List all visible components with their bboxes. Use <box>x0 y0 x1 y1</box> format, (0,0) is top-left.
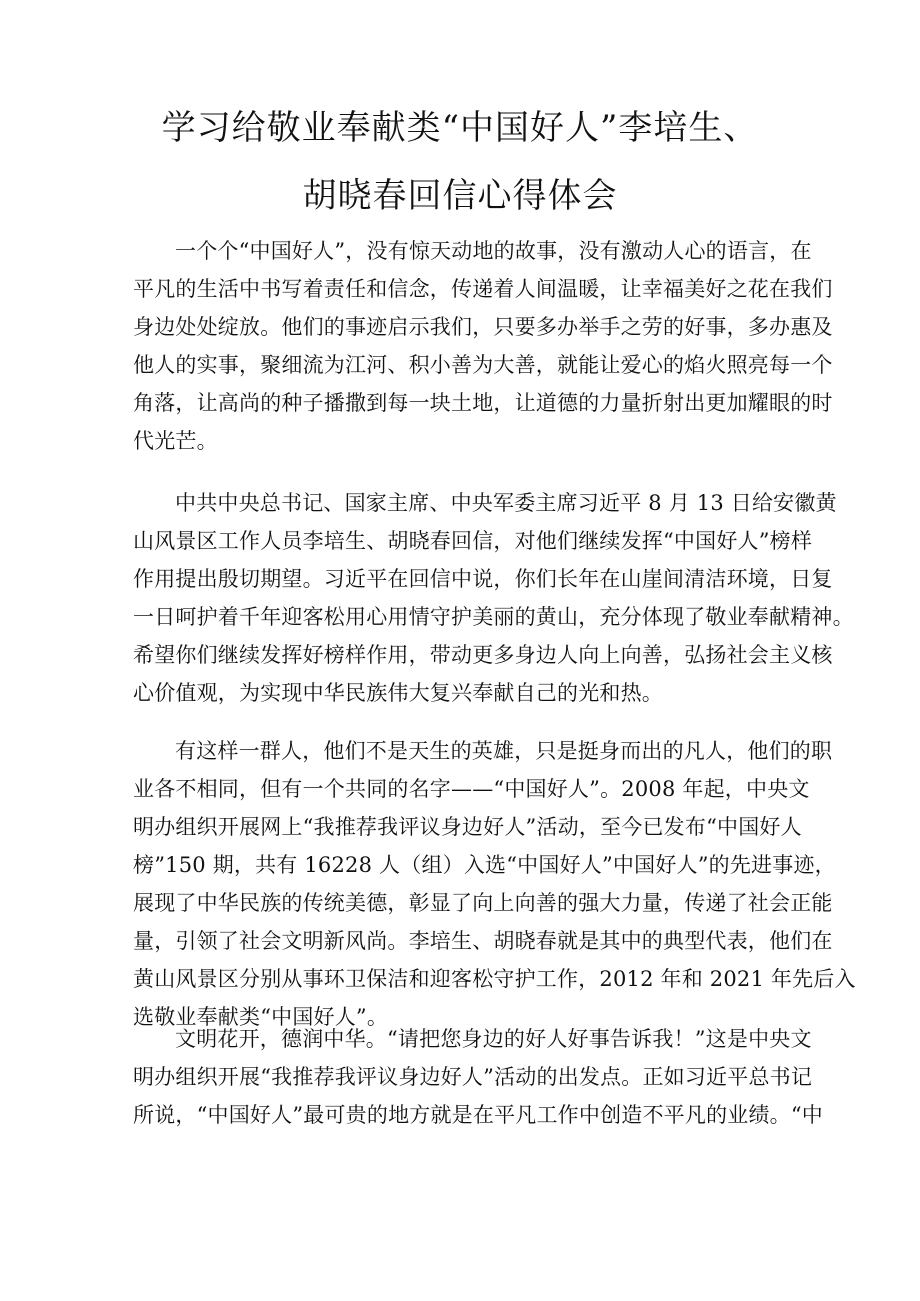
paragraph-line: 希望你们继续发挥好榜样作用，带动更多身边人向上向善，弘扬社会主义核 <box>133 643 833 667</box>
paragraph-1 <box>133 236 833 464</box>
paragraph-3 <box>133 736 856 1040</box>
paragraph-line: 所说，“中国好人”最可贵的地方就是在平凡工作中创造不平凡的业绩。“中 <box>133 1103 824 1127</box>
paragraph-line: 作用提出殷切期望。习近平在回信中说，你们长年在山崖间清洁环境，日复 <box>133 567 833 591</box>
paragraph-line: 山风景区工作人员李培生、胡晓春回信，对他们继续发挥“中国好人”榜样 <box>133 529 813 553</box>
paragraph-line: 一日呵护着千年迎客松用心用情守护美丽的黄山，充分体现了敬业奉献精神。 <box>133 605 854 629</box>
paragraph-line: 文明花开，德润中华。“请把您身边的好人好事告诉我！”这是中央文 <box>175 1027 812 1051</box>
paragraph-line: 业各不相同，但有一个共同的名字——“中国好人”。2008 年起，中央文 <box>133 777 810 801</box>
document-title-line-2: 胡晓春回信心得体会 <box>302 176 618 216</box>
paragraph-line: 展现了中华民族的传统美德，彰显了向上向善的强大力量，传递了社会正能 <box>133 891 833 915</box>
paragraph-line: 明办组织开展网上“我推荐我评议身边好人”活动，至今已发布“中国好人 <box>133 815 802 839</box>
paragraph-4 <box>133 1024 824 1138</box>
paragraph-line: 有这样一群人，他们不是天生的英雄，只是挺身而出的凡人，他们的职 <box>175 739 833 763</box>
paragraph-line: 心价值观，为实现中华民族伟大复兴奉献自己的光和热。 <box>133 681 663 705</box>
paragraph-line: 一个个“中国好人”，没有惊天动地的故事，没有激动人心的语言，在 <box>175 239 812 263</box>
paragraph-line: 榜”150 期，共有 16228 人（组）入选“中国好人”中国好人”的先进事迹， <box>133 853 836 877</box>
paragraph-line: 明办组织开展“我推荐我评议身边好人”活动的出发点。正如习近平总书记 <box>133 1065 813 1089</box>
paragraph-line: 角落，让高尚的种子播撒到每一块土地，让道德的力量折射出更加耀眼的时 <box>133 391 833 415</box>
paragraph-line: 选敬业奉献类“中国好人”。 <box>133 1005 389 1029</box>
paragraph-line: 量，引领了社会文明新风尚。李培生、胡晓春就是其中的典型代表，他们在 <box>133 929 833 953</box>
paragraph-2 <box>133 488 854 716</box>
paragraph-line: 代光芒。 <box>133 429 218 453</box>
document-title-line-1: 学习给敬业奉献类“中国好人”李培生、 <box>161 108 759 148</box>
paragraph-line: 黄山风景区分别从事环卫保洁和迎客松守护工作，2012 年和 2021 年先后入 <box>133 967 856 991</box>
paragraph-line: 他人的实事，聚细流为江河、积小善为大善，就能让爱心的焰火照亮每一个 <box>133 353 833 377</box>
paragraph-line: 平凡的生活中书写着责任和信念，传递着人间温暖，让幸福美好之花在我们 <box>133 277 833 301</box>
paragraph-line: 中共中央总书记、国家主席、中央军委主席习近平 8 月 13 日给安徽黄 <box>175 491 837 515</box>
paragraph-line: 身边处处绽放。他们的事迹启示我们，只要多办举手之劳的好事，多办惠及 <box>133 315 833 339</box>
